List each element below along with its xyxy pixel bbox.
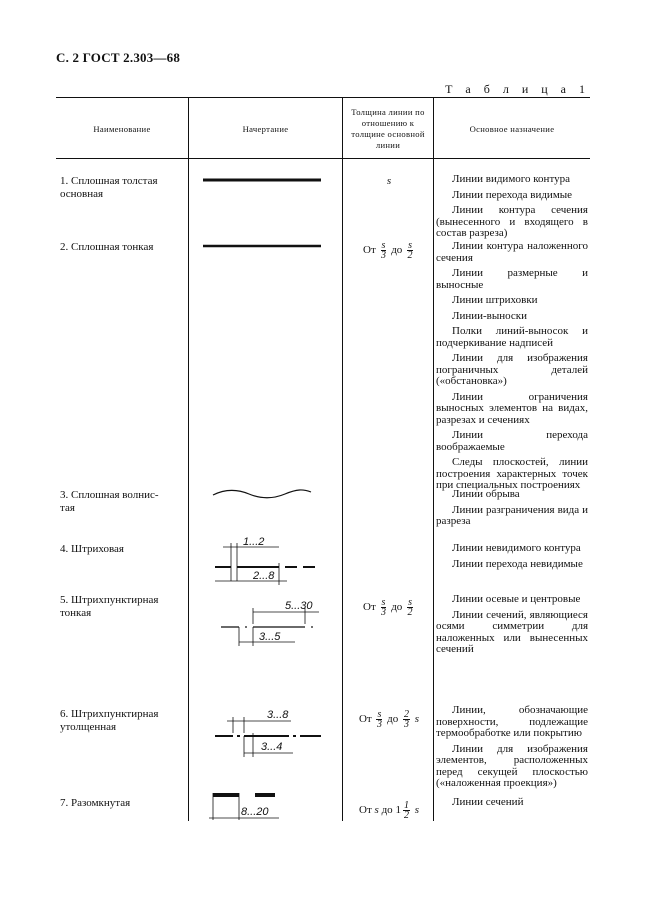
- table-header-rule: [56, 158, 590, 159]
- purpose-item: Линии перехода воображаемые: [436, 429, 588, 453]
- thickness-suffix: s: [414, 804, 419, 817]
- row-3-line-sample: [195, 486, 335, 502]
- thickness-mid: до: [381, 804, 393, 817]
- row-2-line-sample: [195, 240, 335, 252]
- row-1-name-line-1: 1. Сплошная толстая: [60, 175, 158, 187]
- column-divider-1: [188, 98, 189, 821]
- column-header-name: Наименование: [93, 124, 151, 134]
- row-1-thickness: s: [386, 175, 392, 187]
- row-4-dim-gap: 1...2: [243, 536, 265, 548]
- row-4-name: [60, 543, 186, 556]
- column-header-thickness: Толщина линии по отношению к толщине основной линии: [351, 107, 425, 150]
- thickness-prefix: От: [359, 804, 372, 817]
- thickness-fraction-2: $\frac{s}{2}$: [407, 240, 413, 261]
- row-1-name: [60, 175, 186, 200]
- row-6-name-line-1: 6. Штрихпунктирная: [60, 708, 159, 720]
- row-2-purpose: [436, 241, 588, 496]
- row-5-name: [60, 594, 186, 619]
- purpose-item: Линии перехода видимые: [452, 188, 573, 201]
- purpose-item: Линии контура сечения (вынесенного и входящего в состав разреза): [436, 204, 588, 239]
- purpose-item: Линии перехода невидимые: [452, 557, 583, 570]
- thickness-fraction-1: $\frac{s}{3}$: [376, 709, 382, 730]
- thickness-prefix: От: [358, 713, 372, 726]
- purpose-item: Линии обрыва: [452, 488, 520, 500]
- table-top-rule: [56, 97, 590, 98]
- row-3-purpose: [436, 489, 588, 532]
- thickness-prefix: От: [363, 244, 376, 257]
- purpose-item: Линии сечений: [452, 796, 524, 808]
- thickness-fraction-2: $\frac{s}{2}$: [407, 597, 413, 618]
- thickness-fraction-1: $\frac{s}{3}$: [381, 597, 386, 618]
- purpose-item: Линии видимого контура: [452, 173, 570, 185]
- thickness-suffix: s: [414, 713, 420, 726]
- row-5-thickness: [345, 598, 433, 617]
- row-7-purpose: [436, 797, 588, 813]
- column-divider-3: [433, 98, 434, 821]
- thickness-whole: 1: [395, 804, 401, 817]
- purpose-item: Следы плоскостей, линии построения характерных точек при специальных построениях: [436, 456, 588, 491]
- row-4-line-sample: [195, 533, 335, 589]
- row-5-purpose: [436, 594, 588, 660]
- row-7-name: [60, 797, 186, 810]
- thickness-mid: до: [391, 601, 403, 614]
- page-header: С. 2 ГОСТ 2.303—68: [56, 50, 181, 65]
- row-7-thickness: [345, 801, 433, 820]
- thickness-fraction-2: $\frac{2}{3}$: [404, 709, 409, 730]
- thickness-s: s: [374, 804, 379, 817]
- row-1-line-sample: [195, 174, 335, 186]
- thickness-prefix: От: [363, 601, 376, 614]
- purpose-item: Линии контура наложенного сечения: [436, 240, 588, 264]
- row-2-name: [60, 241, 186, 254]
- purpose-item: Линии сечений, являющиеся осями симметрии для наложенных или вынесенных сечений: [436, 608, 588, 655]
- table-caption: Т а б л и ц а 1: [445, 82, 590, 96]
- purpose-item: Линии для изображения элементов, расположенных перед секущей плоскостью («наложенная проекция»): [436, 742, 588, 789]
- purpose-item: Линии размерные и выносные: [436, 267, 588, 291]
- column-header-purpose: Основное назначение: [469, 124, 555, 134]
- thickness-fraction: $\frac{1}{2}$: [403, 800, 409, 821]
- row-2-name-line-1: 2. Сплошная тонкая: [60, 241, 154, 253]
- purpose-item: Линии штриховки: [452, 294, 538, 306]
- row-2-thickness: [345, 241, 433, 260]
- row-6-dim-dash: 3...8: [267, 709, 289, 721]
- thickness-mid: до: [387, 713, 399, 726]
- purpose-item: Линии для изображения пограничных деталей («обстановка»): [436, 352, 588, 387]
- thickness-fraction-1: $\frac{s}{3}$: [381, 240, 386, 261]
- purpose-item: Полки линий-выносок и подчеркивание надписей: [436, 325, 588, 349]
- row-1-purpose: [436, 174, 588, 244]
- purpose-item: Линии осевые и центровые: [452, 593, 581, 605]
- purpose-item: Линии ограничения выносных элементов на видах, разрезах и сечениях: [436, 390, 588, 426]
- row-5-dim-gap: 3...5: [259, 631, 281, 643]
- row-4-dim-dash: 2...8: [253, 570, 275, 582]
- row-6-name: [60, 708, 186, 733]
- row-4-purpose: [436, 543, 588, 574]
- row-6-dim-gap: 3...4: [261, 741, 283, 753]
- row-7-line-sample: [195, 790, 335, 824]
- row-7-name-line-1: 7. Разомкнутая: [60, 797, 131, 809]
- row-1-name-line-2: основная: [60, 187, 104, 200]
- row-7-dim-dash: 8...20: [241, 806, 269, 818]
- thickness-mid: до: [391, 244, 403, 257]
- purpose-item: Линии разграничения вида и разреза: [436, 503, 588, 527]
- row-4-name-line-1: 4. Штриховая: [60, 543, 124, 555]
- row-5-name-line-2: тонкая: [60, 606, 92, 619]
- row-3-name: [60, 489, 186, 514]
- column-divider-2: [342, 98, 343, 821]
- row-5-line-sample: [195, 594, 335, 650]
- purpose-item: Линии невидимого контура: [452, 542, 581, 554]
- row-5-name-line-1: 5. Штрихпунктирная: [60, 594, 159, 606]
- row-3-name-line-2: тая: [60, 501, 75, 514]
- purpose-item: Линии-выноски: [452, 309, 528, 322]
- row-5-dim-dash: 5...30: [285, 600, 313, 612]
- row-6-purpose: [436, 705, 588, 794]
- row-6-name-line-2: утолщенная: [60, 720, 117, 733]
- purpose-item: Линии, обозначающие поверхности, подлежащие термообработке или покрытию: [436, 704, 588, 739]
- column-header-drawing: Начертание: [242, 124, 289, 134]
- row-6-thickness: [345, 710, 433, 729]
- row-3-name-line-1: 3. Сплошная волнис-: [60, 489, 159, 501]
- row-6-line-sample: [195, 703, 335, 759]
